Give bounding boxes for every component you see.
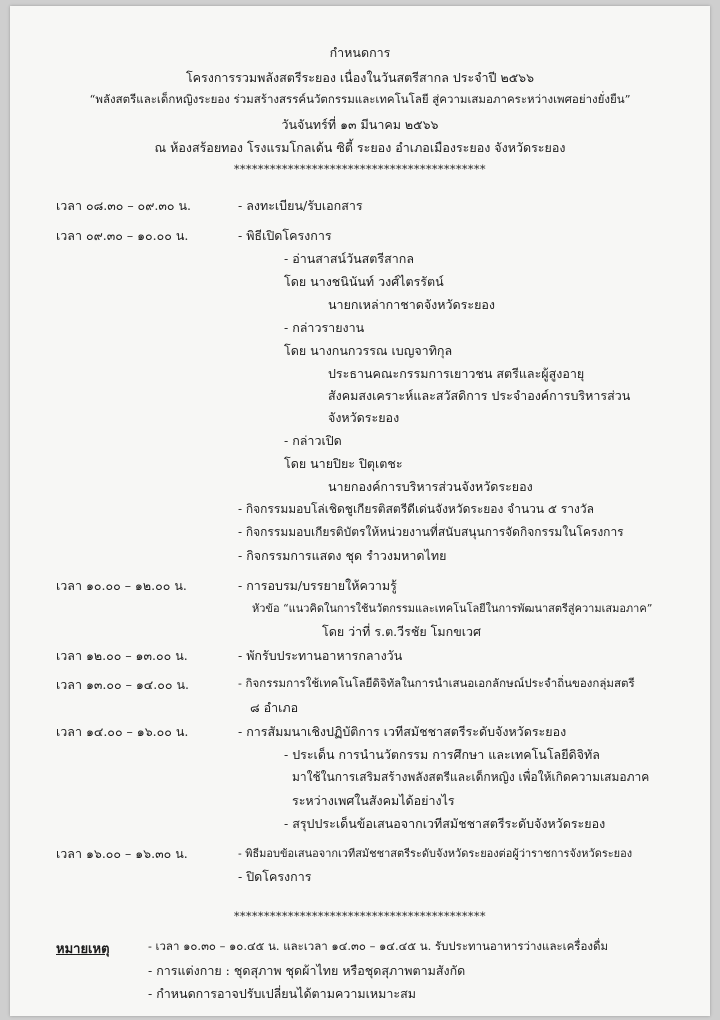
schedule-speaker: โดย นางกนกวรรณ เบญจาทิกุล bbox=[284, 343, 453, 358]
document-page bbox=[10, 6, 710, 1016]
schedule-time: เวลา ๑๖.๐๐ – ๑๖.๓๐ น. bbox=[56, 846, 188, 861]
schedule-item: - พักรับประทานอาหารกลางวัน bbox=[238, 648, 403, 663]
schedule-time: เวลา ๑๓.๐๐ – ๑๔.๐๐ น. bbox=[56, 677, 189, 692]
note-item: - กำหนดการอาจปรับเปลี่ยนได้ตามความเหมาะสม bbox=[148, 986, 416, 1001]
schedule-time: เวลา ๑๐.๐๐ – ๑๒.๐๐ น. bbox=[56, 578, 187, 593]
event-date: วันจันทร์ที่ ๑๓ มีนาคม ๒๕๖๖ bbox=[281, 117, 439, 132]
schedule-item: - ลงทะเบียน/รับเอกสาร bbox=[238, 198, 363, 213]
schedule-subitem: - ประเด็น การนำนวัตกรรม การศึกษา และเทคโนโลยีดิจิทัล bbox=[284, 747, 600, 762]
schedule-time: เวลา ๑๒.๐๐ – ๑๓.๐๐ น. bbox=[56, 648, 188, 663]
schedule-subitem: - สรุปประเด็นข้อเสนอจากเวทีสมัชชาสตรีระดับจังหวัดระยอง bbox=[284, 816, 606, 831]
schedule-subitem: - กล่าวรายงาน bbox=[284, 320, 365, 335]
schedule-speaker-title: ประธานคณะกรรมการเยาวชน สตรีและผู้สูงอายุ bbox=[328, 366, 585, 381]
schedule-subitem-cont: ระหว่างเพศในสังคมได้อย่างไร bbox=[292, 793, 455, 808]
schedule-subitem: - กล่าวเปิด bbox=[284, 433, 342, 448]
schedule-item: - กิจกรรมมอบเกียรติบัตรให้หน่วยงานที่สนับสนุนการจัดกิจกรรมในโครงการ bbox=[238, 525, 624, 539]
schedule-item: - กิจกรรมมอบโล่เชิดชูเกียรติสตรีดีเด่นจังหวัดระยอง จำนวน ๕ รางวัล bbox=[238, 502, 594, 516]
note-item: - เวลา ๑๐.๓๐ – ๑๐.๔๕ น. และเวลา ๑๔.๓๐ – ๑๔.๔๕ น. รับประทานอาหารว่างและเครื่องดื่ม bbox=[148, 939, 609, 953]
schedule-subitem-cont: มาใช้ในการเสริมสร้างพลังสตรีและเด็กหญิง เพื่อให้เกิดความเสมอภาค bbox=[292, 770, 650, 784]
schedule-item-cont: ๘ อำเภอ bbox=[250, 700, 299, 715]
schedule-item: - พิธีมอบข้อเสนอจากเวทีสมัชชาสตรีระดับจังหวัดระยองต่อผู้ว่าราชการจังหวัดระยอง bbox=[238, 847, 633, 860]
schedule-speaker: โดย ว่าที่ ร.ต.วีรชัย โมกขเวศ bbox=[322, 624, 481, 639]
lecture-topic: หัวข้อ “แนวคิดในการใช้นวัตกรรมและเทคโนโลยีในการพัฒนาสตรีสู่ความเสมอภาค” bbox=[252, 602, 653, 615]
schedule-speaker-title: นายกองค์การบริหารส่วนจังหวัดระยอง bbox=[328, 479, 533, 494]
schedule-speaker-title: นายกเหล่ากาชาดจังหวัดระยอง bbox=[328, 297, 496, 312]
schedule-time: เวลา ๐๙.๓๐ – ๑๐.๐๐ น. bbox=[56, 228, 189, 243]
project-name: โครงการรวมพลังสตรีระยอง เนื่องในวันสตรีสากล ประจำปี ๒๕๖๖ bbox=[185, 70, 535, 85]
project-slogan: “พลังสตรีและเด็กหญิงระยอง ร่วมสร้างสรรค์นวัตกรรมและเทคโนโลยี สู่ความเสมอภาคระหว่างเพศอย่างยั่งยืน” bbox=[89, 92, 631, 106]
schedule-time: เวลา ๐๘.๓๐ – ๐๙.๓๐ น. bbox=[56, 198, 191, 213]
schedule-item: - ปิดโครงการ bbox=[238, 869, 312, 884]
schedule-speaker-title: จังหวัดระยอง bbox=[328, 410, 400, 425]
schedule-speaker-title: สังคมสงเคราะห์และสวัสดิการ ประจำองค์การบริหารส่วน bbox=[328, 388, 631, 403]
schedule-item: - กิจกรรมการใช้เทคโนโลยีดิจิทัลในการนำเสนอเอกลักษณ์ประจำถิ่นของกลุ่มสตรี bbox=[238, 676, 635, 690]
footer-separator: ****************************************** bbox=[234, 910, 486, 923]
event-venue: ณ ห้องสร้อยทอง โรงแรมโกลเด้น ซิตี้ ระยอง อำเภอเมืองระยอง จังหวัดระยอง bbox=[154, 140, 566, 155]
schedule-item: - การสัมมนาเชิงปฏิบัติการ เวทีสมัชชาสตรีระดับจังหวัดระยอง bbox=[238, 724, 567, 739]
schedule-subitem: - อ่านสาสน์วันสตรีสากล bbox=[284, 251, 414, 266]
note-item: - การแต่งกาย : ชุดสุภาพ ชุดผ้าไทย หรือชุดสุภาพตามสังกัด bbox=[148, 963, 466, 978]
doc-title: กำหนดการ bbox=[329, 45, 391, 60]
schedule-item: - พิธีเปิดโครงการ bbox=[238, 228, 332, 243]
schedule-item: - การอบรม/บรรยายให้ความรู้ bbox=[238, 578, 397, 593]
schedule-speaker: โดย นายปิยะ ปิตุเตชะ bbox=[284, 456, 403, 471]
header-separator: ****************************************** bbox=[234, 163, 486, 176]
notes-heading: หมายเหตุ bbox=[56, 942, 110, 957]
schedule-item: - กิจกรรมการแสดง ชุด รำวงมหาดไทย bbox=[238, 548, 447, 563]
schedule-speaker: โดย นางชนินันท์ วงศ์ไตรรัตน์ bbox=[284, 274, 444, 289]
schedule-time: เวลา ๑๔.๐๐ – ๑๖.๐๐ น. bbox=[56, 724, 189, 739]
